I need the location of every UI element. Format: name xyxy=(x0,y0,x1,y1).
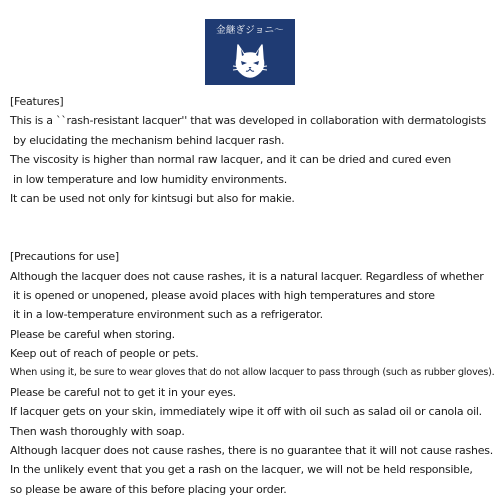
features-line: The viscosity is higher than normal raw lacquer, and it can be dried and cured even xyxy=(10,153,451,167)
precautions-line: Although lacquer does not cause rashes, there is no guarantee that it will not cause rashes. xyxy=(10,444,493,458)
precautions-line: so please be aware of this before placing your order. xyxy=(10,482,287,496)
precautions-line: Then wash thoroughly with soap. xyxy=(10,424,185,438)
features-line: This is a ``rash-resistant lacquer'' that was developed in collaboration with dermatologists xyxy=(10,114,487,128)
precautions-line: When using it, be sure to wear gloves that do not allow lacquer to pass through (such as rubber gloves). xyxy=(10,367,495,379)
features-heading: [Features] xyxy=(10,95,64,108)
precautions-line: it in a low-temperature environment such as a refrigerator. xyxy=(13,308,323,322)
precautions-line: Keep out of reach of people or pets. xyxy=(10,347,199,361)
features-line: in low temperature and low humidity environments. xyxy=(13,172,288,186)
precautions-heading: [Precautions for use] xyxy=(10,250,119,264)
precautions-line: Although the lacquer does not cause rashes, it is a natural lacquer. Regardless of whether xyxy=(10,269,484,283)
precautions-line: Please be careful when storing. xyxy=(10,327,175,341)
cat-face-icon xyxy=(229,39,271,81)
product-description xyxy=(10,92,498,499)
brand-logo xyxy=(205,19,295,85)
precautions-line: If lacquer gets on your skin, immediately wipe it off with oil such as salad oil or canola oil. xyxy=(10,405,482,419)
precautions-line: Please be careful not to get it in your eyes. xyxy=(10,385,236,399)
brand-name: 金継ぎジョニ〜 xyxy=(216,25,284,36)
section-spacer xyxy=(10,208,498,247)
precautions-line: In the unlikely event that you get a rash on the lacquer, we will not be held responsible, xyxy=(10,463,473,477)
features-line: by elucidating the mechanism behind lacquer rash. xyxy=(13,133,285,147)
features-line: It can be used not only for kintsugi but also for makie. xyxy=(10,191,295,205)
precautions-line: it is opened or unopened, please avoid places with high temperatures and store xyxy=(13,288,435,302)
